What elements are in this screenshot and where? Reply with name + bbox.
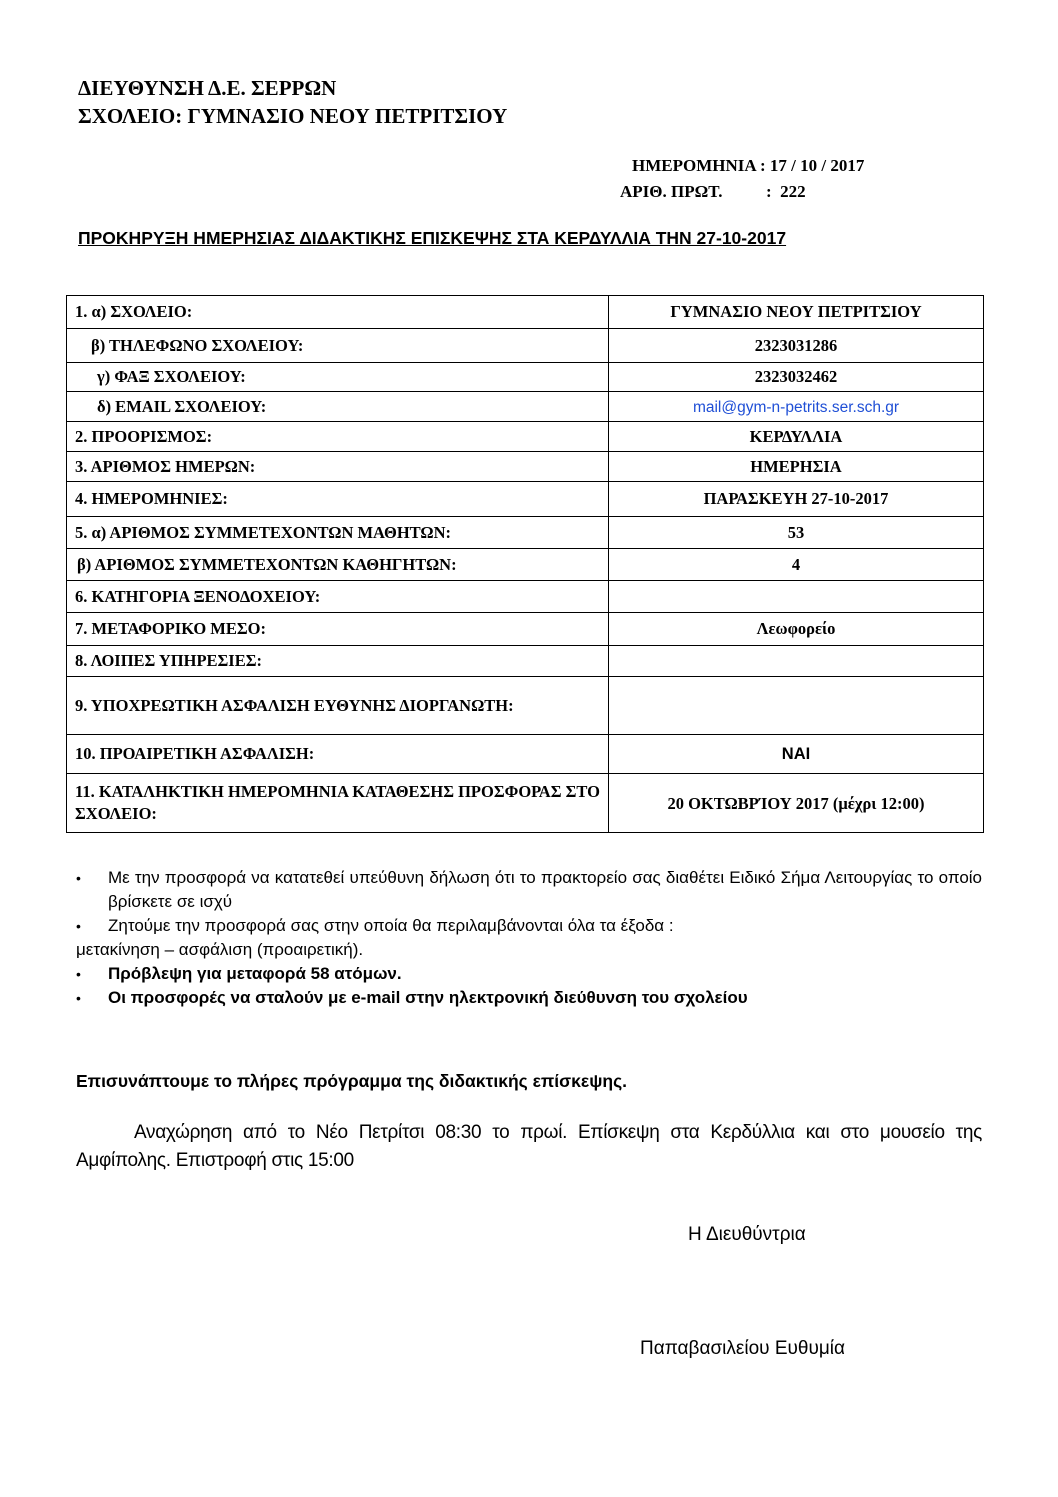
programme-text: Αναχώρηση από το Νέο Πετρίτσι 08:30 το πρωί. Επίσκεψη στα Κερδύλλια και στο μουσείο της Αμφίπολης. Επιστροφή στις 15:00	[76, 1122, 982, 1171]
list-item	[76, 962, 982, 986]
row-label-deadline: 11. ΚΑΤΑΛΗΚΤΙΚΗ ΗΜΕΡΟΜΗΝΙΑ ΚΑΤΑΘΕΣΗΣ ΠΡΟΣΦΟΡΑΣ ΣΤΟ ΣΧΟΛΕΙΟ:	[67, 774, 609, 833]
table-row	[67, 363, 984, 392]
row-label-email: δ) EMAIL ΣΧΟΛΕΙΟΥ:	[67, 392, 609, 422]
row-label-phone: β) ΤΗΛΕΦΩΝΟ ΣΧΟΛΕΙΟΥ:	[67, 329, 609, 363]
school-heading: ΣΧΟΛΕΙΟ: ΓΥΜΝΑΣΙΟ ΝΕΟΥ ΠΕΤΡΙΤΣΙΟΥ	[78, 104, 508, 128]
table-row	[67, 517, 984, 549]
row-value-phone: 2323031286	[609, 329, 984, 363]
row-label-optional-insurance: 10. ΠΡΟΑΙΡΕΤΙΚΗ ΑΣΦΑΛΙΣΗ:	[67, 735, 609, 774]
row-label-teachers: β) ΑΡΙΘΜΟΣ ΣΥΜΜΕΤΕΧΟΝΤΩΝ ΚΑΘΗΓΗΤΩΝ:	[67, 549, 609, 581]
row-value-email[interactable]	[609, 392, 984, 422]
date-label: ΗΜΕΡΟΜΗΝΙΑ :	[632, 156, 766, 175]
row-label-fax: γ) ΦΑΞ ΣΧΟΛΕΙΟΥ:	[67, 363, 609, 392]
row-label-dates: 4. ΗΜΕΡΟΜΗΝΙΕΣ:	[67, 482, 609, 517]
row-value-destination: ΚΕΡΔΥΛΛΙΑ	[609, 422, 984, 452]
row-value-dates: ΠΑΡΑΣΚΕΥΗ 27-10-2017	[609, 482, 984, 517]
row-label-transport: 7. ΜΕΤΑΦΟΡΙΚΟ ΜΕΣΟ:	[67, 613, 609, 646]
notes-list	[76, 866, 982, 1010]
row-value-services	[609, 646, 984, 677]
note-text: Ζητούμε την προσφορά σας στην οποία θα περιλαμβάνονται όλα τα έξοδα :	[108, 916, 674, 935]
email-link[interactable]: mail@gym-n-petrits.ser.sch.gr	[692, 398, 900, 416]
note-text: Με την προσφορά να κατατεθεί υπεύθυνη δήλωση ότι το πρακτορείο σας διαθέτει Ειδικό Σήμα Λειτουργίας το οποίο βρίσκετε σε ισχύ	[108, 868, 982, 911]
directorate-heading: ΔΙΕΥΘΥΝΣΗ Δ.Ε. ΣΕΡΡΩΝ	[78, 76, 337, 100]
row-value-days: ΗΜΕΡΗΣΙΑ	[609, 452, 984, 482]
table-row	[67, 392, 984, 422]
trip-details-table	[66, 295, 984, 833]
row-label-destination: 2. ΠΡΟΟΡΙΣΜΟΣ:	[67, 422, 609, 452]
bullet-icon: •	[76, 918, 81, 934]
row-value-optional-insurance: ΝΑΙ	[609, 735, 984, 774]
table-row	[67, 452, 984, 482]
table-row	[67, 549, 984, 581]
note-text: Πρόβλεψη για μεταφορά 58 ατόμων.	[108, 964, 402, 983]
bullet-icon: •	[76, 966, 81, 982]
signature-title: Η Διευθύντρια	[688, 1224, 806, 1245]
row-label-services: 8. ΛΟΙΠΕΣ ΥΠΗΡΕΣΙΕΣ:	[67, 646, 609, 677]
row-value-transport: Λεωφορείο	[609, 613, 984, 646]
table-row	[67, 581, 984, 613]
table-row	[67, 329, 984, 363]
signature-name: Παπαβασιλείου Ευθυμία	[640, 1338, 845, 1359]
row-label-days: 3. ΑΡΙΘΜΟΣ ΗΜΕΡΩΝ:	[67, 452, 609, 482]
row-label-students: 5. α) ΑΡΙΘΜΟΣ ΣΥΜΜΕΤΕΧΟΝΤΩΝ ΜΑΘΗΤΩΝ:	[67, 517, 609, 549]
row-value-fax: 2323032462	[609, 363, 984, 392]
table-row	[67, 735, 984, 774]
table-row	[67, 482, 984, 517]
row-label-liability-insurance: 9. ΥΠΟΧΡΕΩΤΙΚΗ ΑΣΦΑΛΙΣΗ ΕΥΘΥΝΗΣ ΔΙΟΡΓΑΝΩΤΗ:	[67, 677, 609, 735]
attachment-note: Επισυνάπτουμε το πλήρες πρόγραμμα της διδακτικής επίσκεψης.	[76, 1071, 628, 1091]
row-value-teachers: 4	[609, 549, 984, 581]
table-row	[67, 296, 984, 329]
programme-paragraph	[76, 1119, 982, 1175]
list-item	[76, 914, 982, 938]
list-item	[76, 938, 982, 962]
table-row	[67, 677, 984, 735]
row-value-liability-insurance	[609, 677, 984, 735]
table-row	[67, 613, 984, 646]
row-label-hotel: 6. ΚΑΤΗΓΟΡΙΑ ΞΕΝΟΔΟΧΕΙΟΥ:	[67, 581, 609, 613]
protocol-label: ΑΡΙΘ. ΠΡΩΤ.	[620, 182, 723, 201]
table-row	[67, 774, 984, 833]
table-row	[67, 422, 984, 452]
bullet-icon: •	[76, 990, 81, 1006]
protocol-value: 222	[780, 182, 806, 201]
table-row	[67, 646, 984, 677]
row-value-hotel	[609, 581, 984, 613]
row-label-school: 1. α) ΣΧΟΛΕΙΟ:	[67, 296, 609, 329]
document-meta	[620, 153, 864, 205]
row-value-deadline: 20 ΟΚΤΩΒΡΊΟΥ 2017 (μέχρι 12:00)	[609, 774, 984, 833]
row-value-students: 53	[609, 517, 984, 549]
date-row	[620, 153, 864, 179]
protocol-separator: :	[766, 182, 772, 201]
announcement-title: ΠΡΟΚΗΡΥΞΗ ΗΜΕΡΗΣΙΑΣ ΔΙΔΑΚΤΙΚΗΣ ΕΠΙΣΚΕΨΗΣ ΣΤΑ ΚΕΡΔΥΛΛΙΑ ΤΗΝ 27-10-2017	[78, 228, 787, 248]
note-text: μετακίνηση – ασφάλιση (προαιρετική).	[76, 940, 364, 959]
list-item	[76, 866, 982, 914]
row-value-school: ΓΥΜΝΑΣΙΟ ΝΕΟΥ ΠΕΤΡΙΤΣΙΟΥ	[609, 296, 984, 329]
date-value: 17 / 10 / 2017	[769, 156, 865, 175]
protocol-row	[620, 179, 864, 205]
bullet-icon: •	[76, 870, 81, 886]
list-item	[76, 986, 982, 1010]
note-text: Οι προσφορές να σταλούν με e-mail στην ηλεκτρονική διεύθυνση του σχολείου	[108, 988, 748, 1007]
